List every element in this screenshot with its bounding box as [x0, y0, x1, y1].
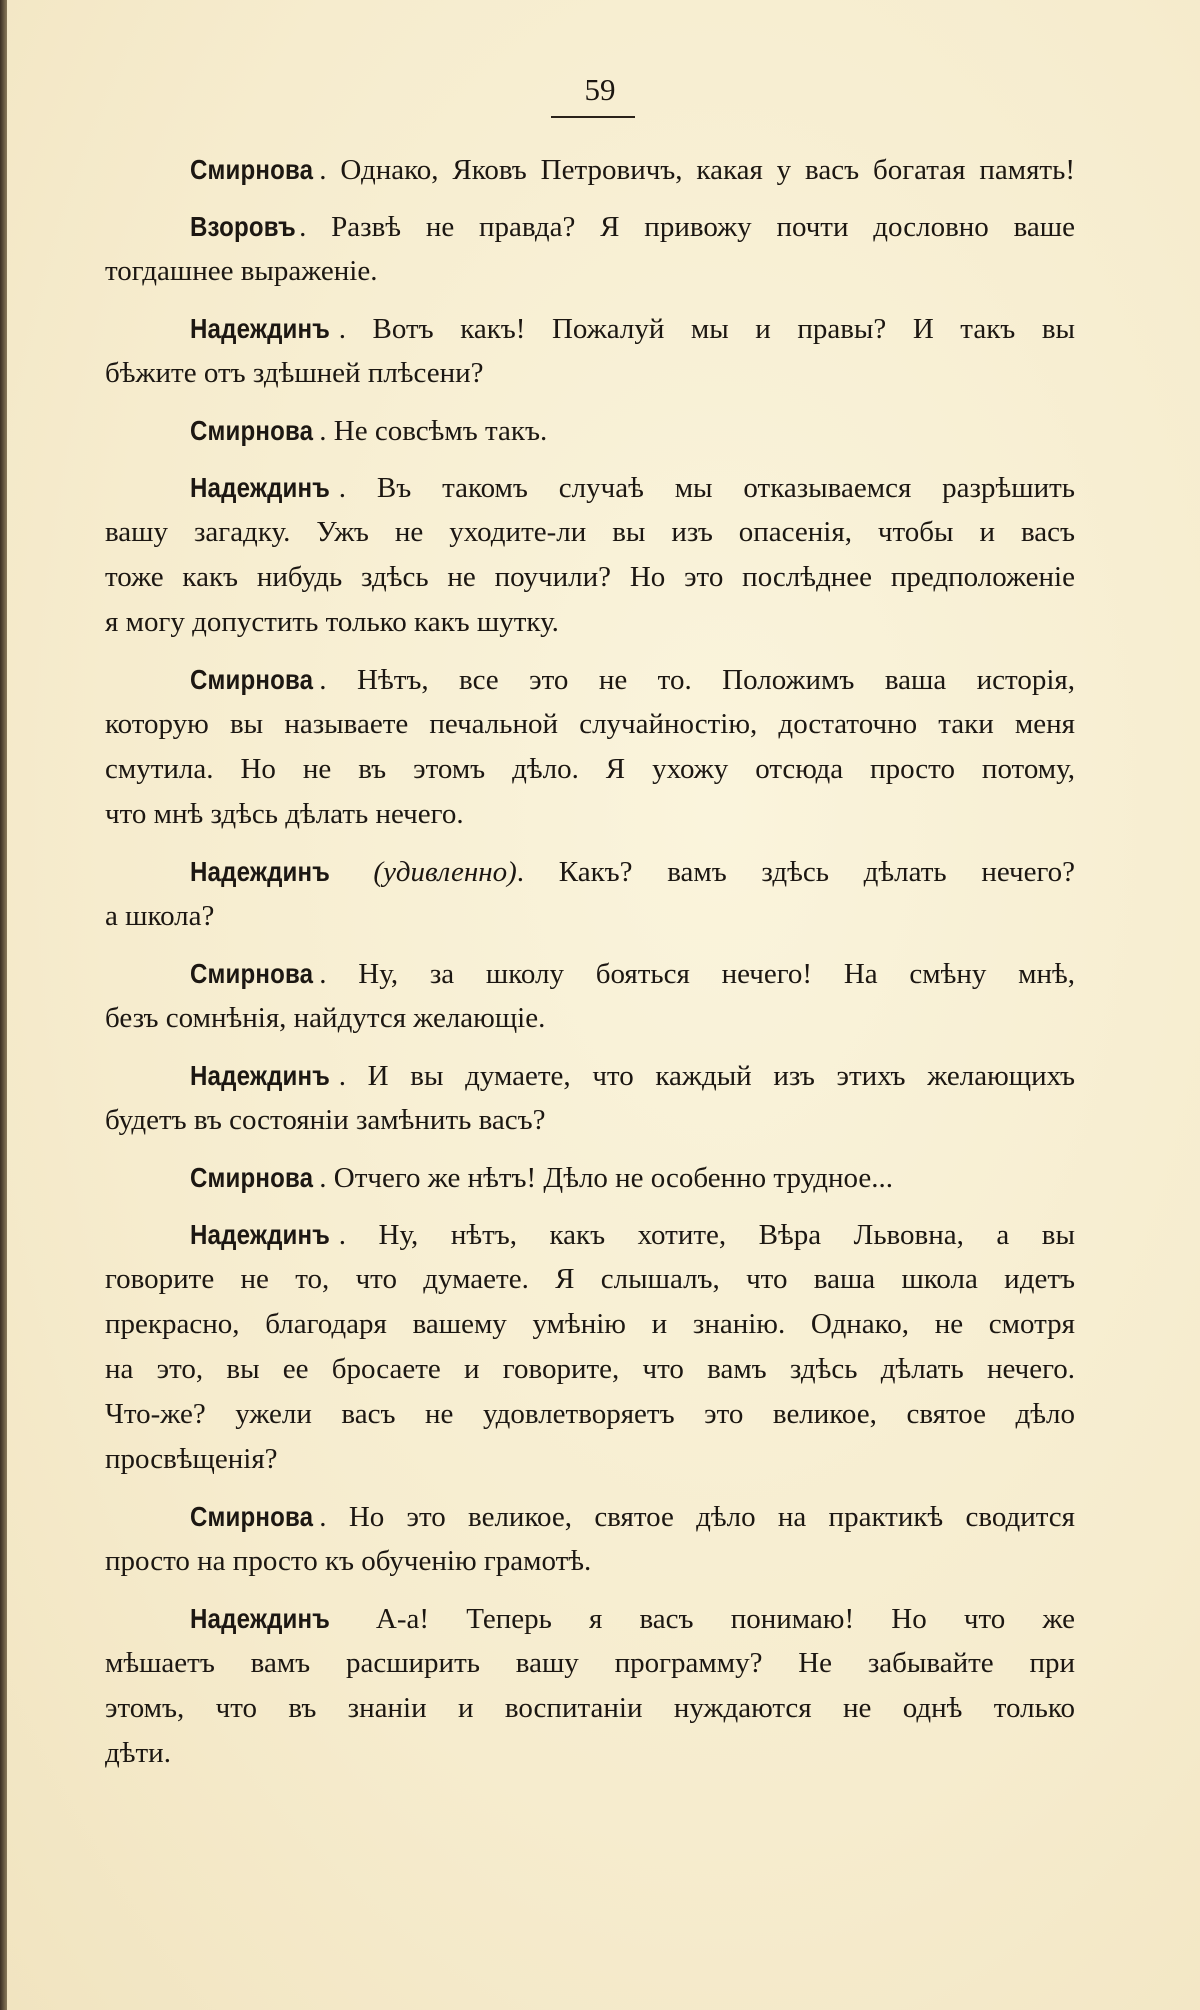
line-text: я могу допустить только какъ шутку.: [105, 606, 559, 638]
speaker-name: Надеждинъ: [190, 1060, 330, 1091]
line-text: Что-же? ужели васъ не удовлетворяетъ это великое, святое дѣло: [105, 1398, 1075, 1430]
dialogue-paragraph: [105, 1596, 1075, 1776]
line-text: . Но это великое, святое дѣло на практикѣ сводится: [319, 1501, 1075, 1533]
line-text: просвѣщенія?: [105, 1443, 278, 1475]
speaker-name: Смирнова: [190, 154, 314, 185]
speaker-name: Надеждинъ: [190, 472, 330, 503]
line-text: дѣти.: [105, 1737, 171, 1769]
line-text: . Не совсѣмъ такъ.: [319, 415, 548, 447]
text-line: [105, 1686, 1075, 1731]
page-number: 59: [584, 72, 616, 107]
line-text: . Ну, нѣтъ, какъ хотите, Вѣра Львовна, а вы: [338, 1219, 1075, 1251]
line-text: бѣжите отъ здѣшней плѣсени?: [105, 357, 484, 389]
line-text: А-а! Теперь я васъ понимаю! Но что же: [338, 1603, 1075, 1635]
stage-direction: (удивленно): [373, 856, 517, 888]
paragraph-first-line: [105, 306, 1075, 351]
line-text: прекрасно, благодаря вашему умѣнію и знанію. Однако, не смотря: [105, 1308, 1075, 1340]
page-number-rule: [551, 116, 635, 118]
paragraph-first-line: [105, 147, 1075, 192]
text-line: [105, 1539, 1075, 1584]
speaker-name: Взоровъ: [190, 211, 296, 242]
text-line: [105, 1392, 1075, 1437]
line-text: будетъ въ состояніи замѣнить васъ?: [105, 1104, 546, 1136]
paragraph-first-line: [105, 465, 1075, 510]
line-text: . Отчего же нѣтъ! Дѣло не особенно трудное...: [319, 1162, 893, 1194]
line-text: а школа?: [105, 900, 215, 932]
line-text: . И вы думаете, что каждый изъ этихъ желающихъ: [338, 1060, 1075, 1092]
speaker-name: Смирнова: [190, 415, 314, 446]
line-text: . Вотъ какъ! Пожалуй мы и правы? И такъ вы: [338, 313, 1075, 345]
paragraph-first-line: [105, 657, 1075, 702]
dialogue-paragraph: [105, 951, 1075, 1041]
speaker-name: Надеждинъ: [190, 1603, 330, 1634]
text-line: [105, 702, 1075, 747]
text-line: [105, 1731, 1075, 1776]
paragraph-first-line: [105, 204, 1075, 249]
text-line: [105, 1257, 1075, 1302]
text-line: [105, 1347, 1075, 1392]
paragraph-first-line: [105, 1053, 1075, 1098]
line-text: что мнѣ здѣсь дѣлать нечего.: [105, 798, 464, 830]
line-text: . Однако, Яковъ Петровичъ, какая у васъ богатая память!: [319, 154, 1075, 186]
paragraph-first-line: [105, 1212, 1075, 1257]
line-text: . Нѣтъ, все это не то. Положимъ ваша исторія,: [319, 664, 1075, 696]
dialogue-paragraph: [105, 204, 1075, 294]
speaker-name: Смирнова: [190, 1501, 314, 1532]
page-edge: [0, 0, 7, 2010]
text-line: [105, 1302, 1075, 1347]
dialogue-paragraph: [105, 1494, 1075, 1584]
line-text: тогдашнее выраженіе.: [105, 255, 378, 287]
speaker-name: Надеждинъ: [190, 1219, 330, 1250]
text-line: [105, 747, 1075, 792]
text-line: [105, 555, 1075, 600]
text-line: [105, 894, 1075, 939]
text-line: [105, 351, 1075, 396]
line-text: которую вы называете печальной случайностію, достаточно таки меня: [105, 708, 1075, 740]
page-body: [105, 147, 1075, 1788]
speaker-name: Смирнова: [190, 1162, 314, 1193]
paragraph-first-line: [105, 408, 1075, 453]
line-text: . Въ такомъ случаѣ мы отказываемся разрѣшить: [338, 472, 1075, 504]
line-text: говорите не то, что думаете. Я слышалъ, что ваша школа идетъ: [105, 1263, 1075, 1295]
paragraph-first-line: [105, 1155, 1075, 1200]
speaker-name: Смирнова: [190, 664, 314, 695]
line-text: . Какъ? вамъ здѣсь дѣлать нечего?: [516, 856, 1075, 888]
line-text: безъ сомнѣнія, найдутся желающіе.: [105, 1002, 546, 1034]
dialogue-paragraph: [105, 1212, 1075, 1482]
line-text: . Развѣ не правда? Я привожу почти дословно ваше: [299, 211, 1075, 243]
dialogue-paragraph: [105, 465, 1075, 645]
dialogue-paragraph: [105, 849, 1075, 939]
text-line: [105, 996, 1075, 1041]
paragraph-first-line: [105, 849, 1075, 894]
text-line: [105, 600, 1075, 645]
paragraph-first-line: [105, 951, 1075, 996]
text-line: [105, 792, 1075, 837]
text-line: [105, 1098, 1075, 1143]
line-text: тоже какъ нибудь здѣсь не поучили? Но это послѣднее предположеніе: [105, 561, 1075, 593]
dialogue-paragraph: [105, 657, 1075, 837]
text-line: [105, 1641, 1075, 1686]
speaker-name: Надеждинъ: [190, 313, 330, 344]
line-text: на это, вы ее бросаете и говорите, что вамъ здѣсь дѣлать нечего.: [105, 1353, 1075, 1385]
text-line: [105, 510, 1075, 555]
text-line: [105, 249, 1075, 294]
dialogue-paragraph: [105, 1155, 1075, 1200]
line-text: вашу загадку. Ужъ не уходите-ли вы изъ опасенія, чтобы и васъ: [105, 516, 1075, 548]
paragraph-first-line: [105, 1596, 1075, 1641]
dialogue-paragraph: [105, 408, 1075, 453]
paragraph-first-line: [105, 1494, 1075, 1539]
line-text: мѣшаетъ вамъ расширить вашу программу? Не забывайте при: [105, 1647, 1075, 1679]
line-text: смутила. Но не въ этомъ дѣло. Я ухожу отсюда просто потому,: [105, 753, 1075, 785]
speaker-name: Надеждинъ: [190, 856, 330, 887]
line-text: просто на просто къ обученію грамотѣ.: [105, 1545, 592, 1577]
text-line: [105, 1437, 1075, 1482]
dialogue-paragraph: [105, 147, 1075, 192]
speaker-name: Смирнова: [190, 958, 314, 989]
line-text: этомъ, что въ знаніи и воспитаніи нуждаются не однѣ только: [105, 1692, 1075, 1724]
line-text: . Ну, за школу бояться нечего! На смѣну мнѣ,: [319, 958, 1075, 990]
dialogue-paragraph: [105, 1053, 1075, 1143]
dialogue-paragraph: [105, 306, 1075, 396]
